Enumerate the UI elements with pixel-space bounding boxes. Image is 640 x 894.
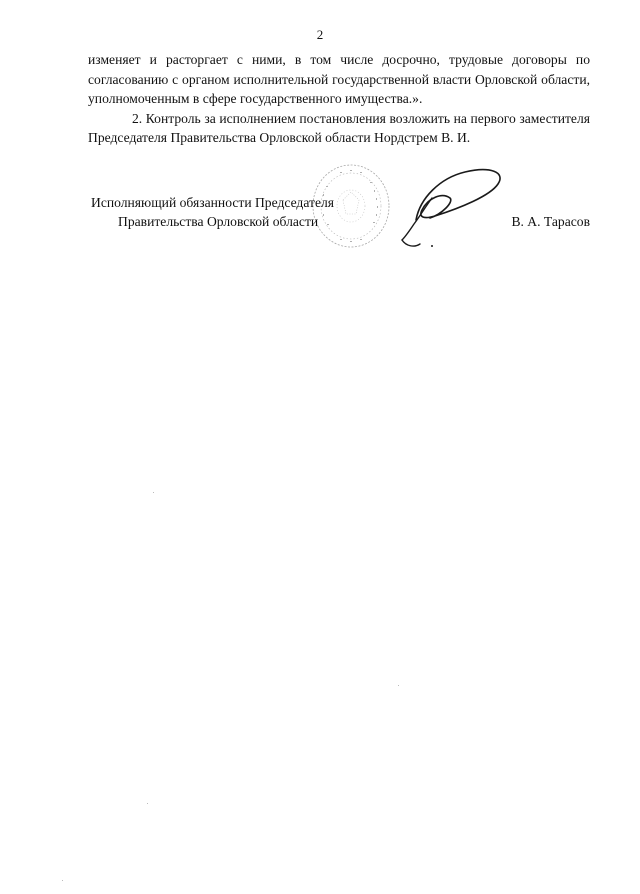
handwritten-signature-icon xyxy=(380,158,510,253)
signatory-position-line2: Правительства Орловской области xyxy=(118,214,319,229)
signatory-position-line1: Исполняющий обязанности Председателя xyxy=(91,195,335,210)
scan-speck xyxy=(398,685,399,686)
signature-block xyxy=(0,0,640,270)
page-number: 2 xyxy=(316,27,324,42)
scan-speck xyxy=(62,880,63,881)
scan-speck xyxy=(147,803,148,804)
paragraph-1: изменяет и расторгает с ними, в том числе досрочно, трудовые договоры по согласованию с органом исполнительной государственной власти Орловской области, уполномоченным в сфере государственного имущества.». xyxy=(88,52,590,106)
scan-speck xyxy=(153,492,154,493)
signatory-name: В. А. Тарасов xyxy=(511,214,590,229)
paragraph-2: 2. Контроль за исполнением постановления возложить на первого заместителя Председателя Правительства Орловской области Нордстрем В. И. xyxy=(88,110,590,145)
